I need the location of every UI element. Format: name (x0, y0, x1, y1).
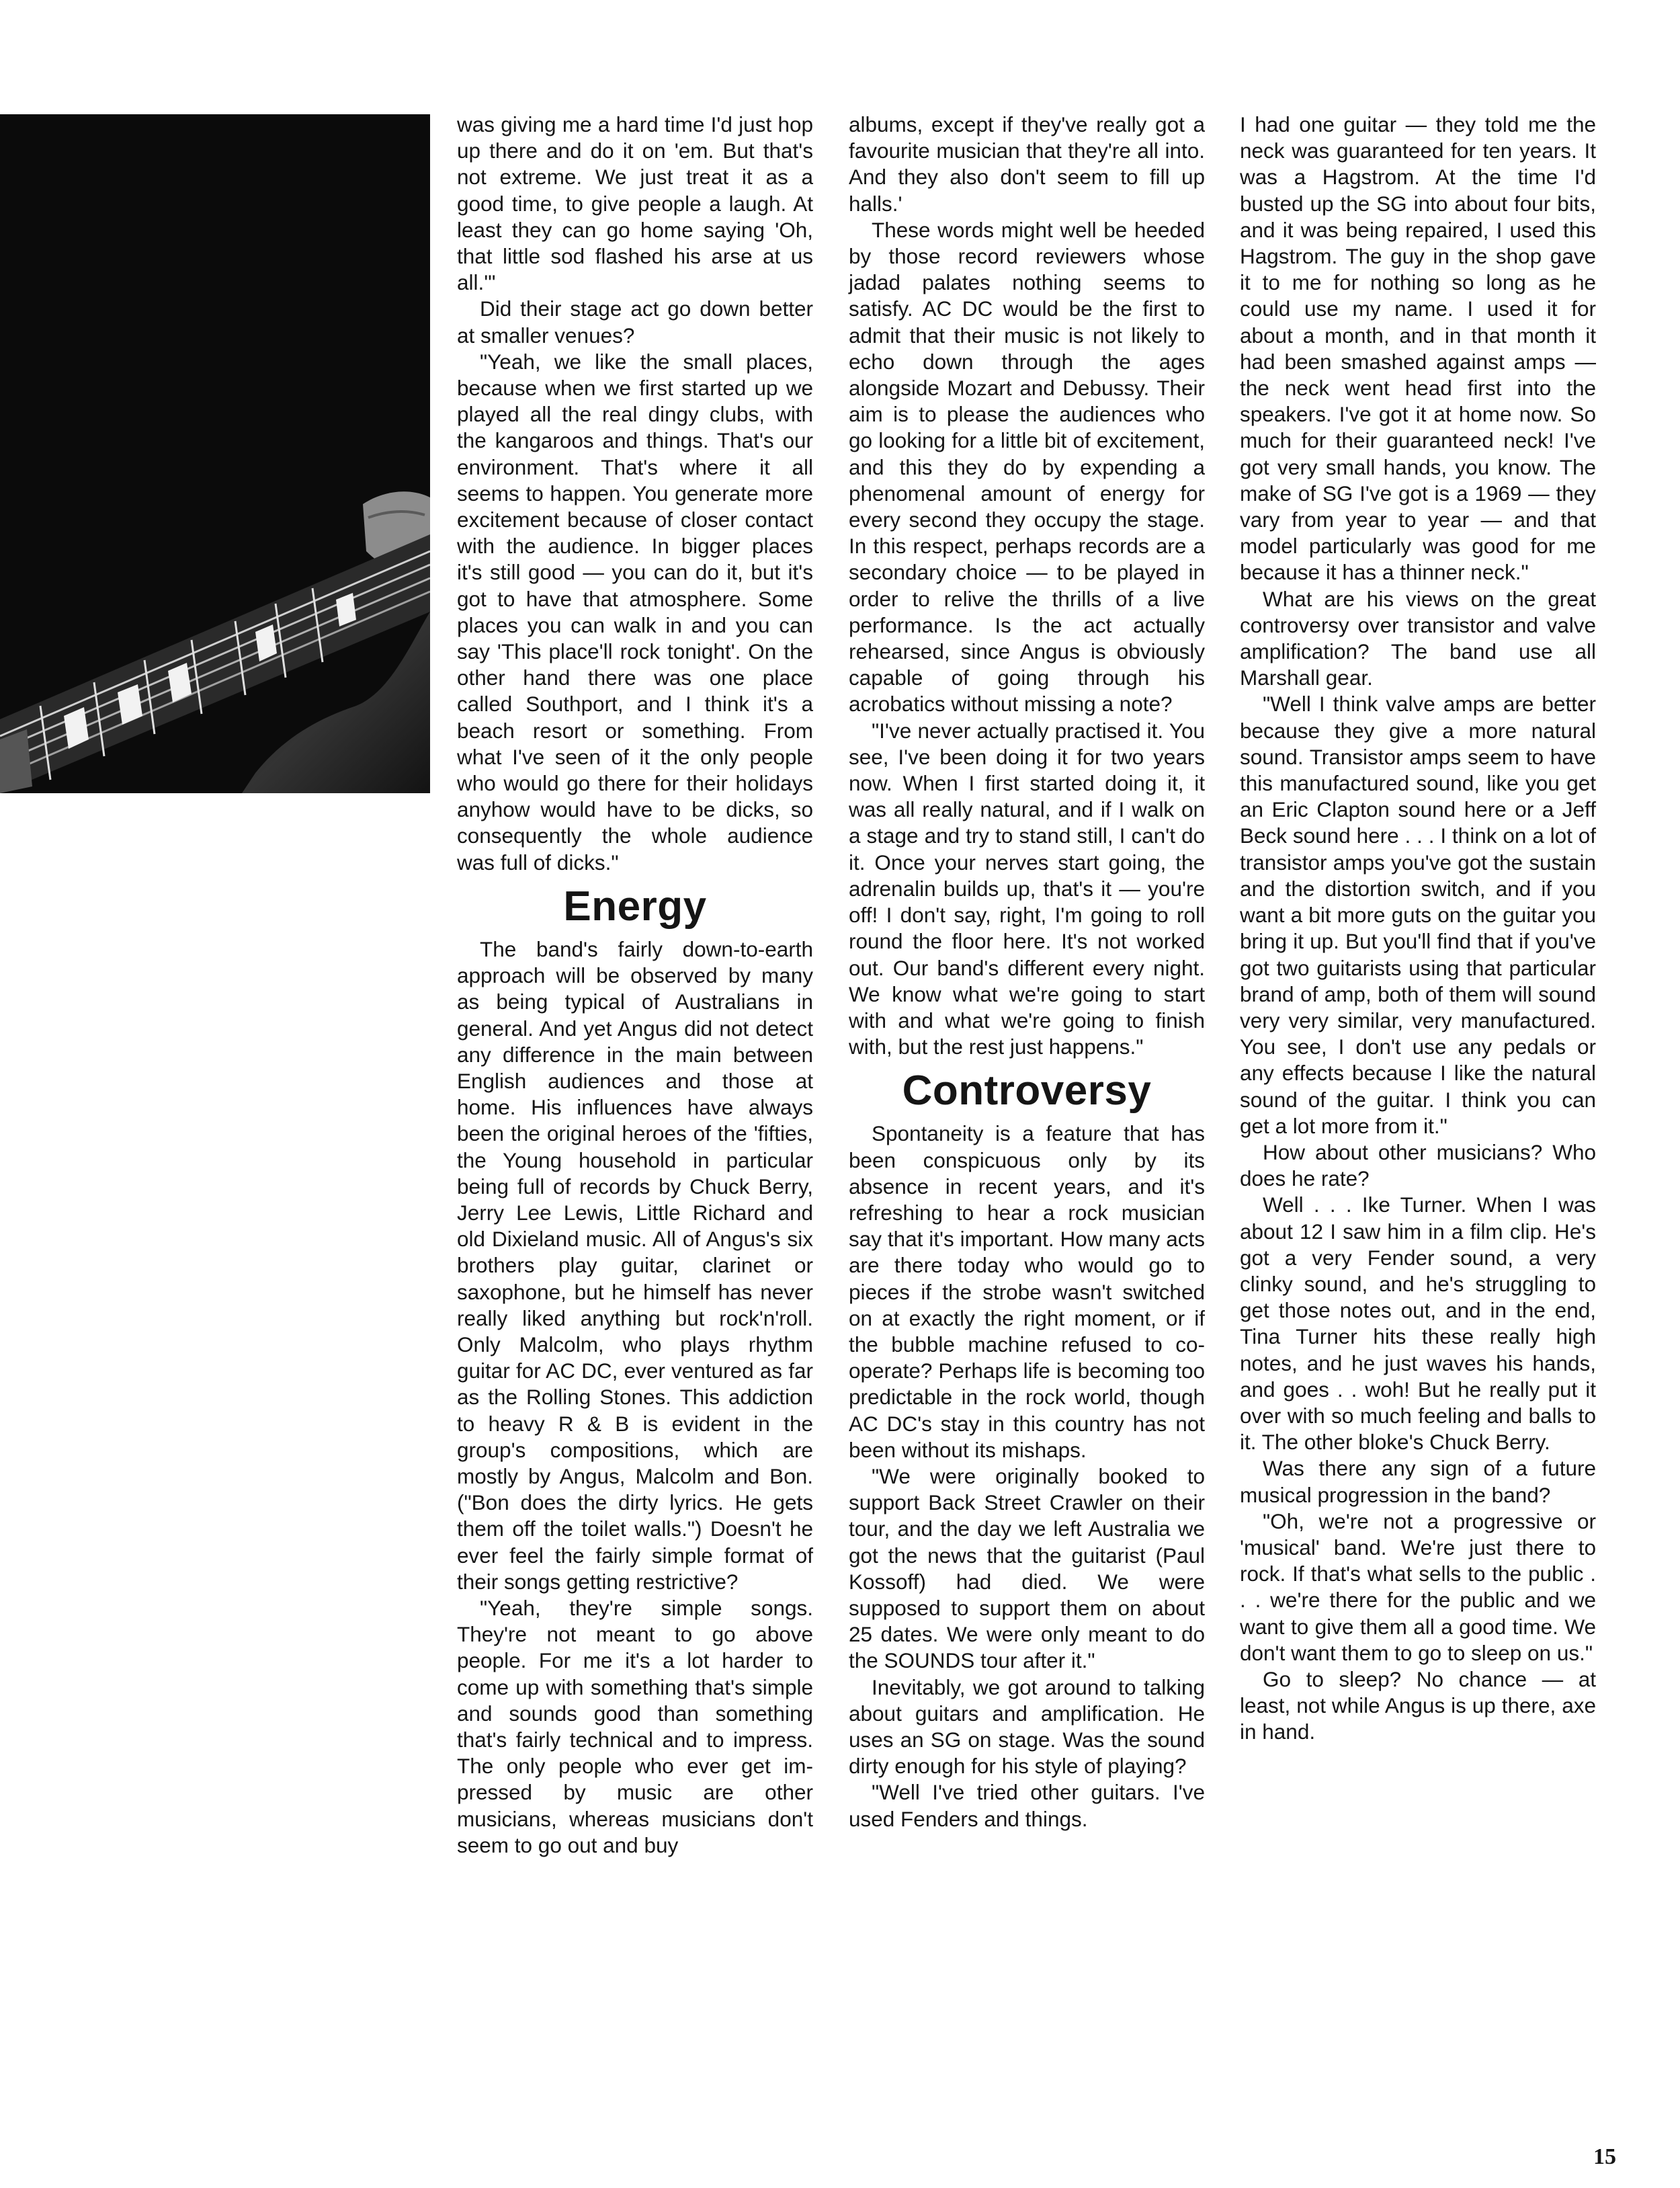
section-heading-controversy: Controversy (902, 1067, 1152, 1115)
paragraph: Did their stage act go down better at smaller venues? (457, 296, 813, 348)
paragraph: What are his views on the great controversy over transistor and valve amplification? The band use all Marshall gear. (1240, 586, 1596, 690)
paragraph: These words might well be heeded by those record reviewers whose jadad palates nothing seems to satisfy. AC DC would be the first to admit that their music is not likely to echo down through the ages alongside Mozart and Debussy. Their aim is to please the audiences who go looking for a little bit of excitement, and this they do by expending a phenomenal amount of energy for every second they occupy the stage. In this respect, perhaps records are a secondary choice — to be played in order to relive the thrills of a live performance. Is the act actually rehearsed, since Angus is obviously capable of going through his acrobatics without missing a note? (849, 217, 1205, 717)
article-column-3 (1240, 112, 1596, 1746)
paragraph: Go to sleep? No chance — at least, not while Angus is up there, axe in hand. (1240, 1666, 1596, 1744)
paragraph: "Well I think valve amps are better because they give a more natural sound. Transistor amps seem to have this manufactured sound, like you get an Eric Clapton sound here or a Jeff Beck sound here . . . I think on a lot of transistor amps you've got the sustain and the distortion switch, and if you want a bit more guts on the guitar you bring it up. But you'll find that if you've got two guitarists using that particular brand of amp, both of them will sound very very similar, very manufactured. You see, I don't use any pedals or any effects because I like the natural sound of the guitar. I think you can get a lot more from it." (1240, 692, 1596, 1138)
paragraph: "We were originally booked to support Back Street Crawler on their tour, and the day we left Australia we got the news that the guitarist (Paul Kossoff) had died. We were supposed to support them on about 25 dates. We were only meant to do the SOUNDS tour after it." (849, 1463, 1205, 1673)
page-number: 15 (1593, 2144, 1616, 2169)
paragraph: Spontaneity is a feature that has been conspicuous only by its absence in recent years, and it's refreshing to hear a rock musician say that it's important. How many acts are there today who would go to pieces if the strobe wasn't switched on at exactly the right moment, or if the bubble machine refused to co-operate? Perhaps life is becoming too predictable in the rock world, though AC DC's stay in this country has not been without its mishaps. (849, 1121, 1205, 1462)
paragraph: "Oh, we're not a progressive or 'musical' band. We're just there to rock. If that's what sells to the public . . . we're there for the public and we want to give them all a good time. We don't want them to go to sleep on us." (1240, 1508, 1596, 1665)
paragraph: I had one guitar — they told me the neck was guaranteed for ten years. It was a Hagstrom. At the time I'd busted up the SG into about four bits, and it was being repaired, I used this Hagstrom. The guy in the shop gave it to me for nothing so long as he could use my name. I used it for about a month, and in that month it had been smashed against amps — the neck went head first into the speakers. I've got it at home now. So much for their guaranteed neck! I've got very small hands, you know. The make of SG I've got is a 1969 — they vary from year to year — and that model particularly was good for me because it has a thinner neck." (1240, 112, 1596, 585)
paragraph: albums, except if they've really got a favourite musician that they're all into. And they also don't seem to fill up halls.' (849, 112, 1205, 216)
guitar-photo (0, 114, 430, 793)
paragraph: How about other musicians? Who does he rate? (1240, 1139, 1596, 1191)
paragraph: Well . . . Ike Turner. When I was about 12 I saw him in a film clip. He's got a very Fender sound, a very clinky sound, and he's struggling to get those notes out, and in the end, Tina Turner hits these really high notes, and he just waves his hands, and goes . . woh! But he really put it over with so much feeling and balls to it. The other bloke's Chuck Berry. (1240, 1192, 1596, 1455)
paragraph: "Yeah, they're simple songs. They're not meant to go above people. For me it's a lot harder to come up with something that's simple and sounds good than something that's fairly technical and to impress. The only people who ever get impressed by music are other musicians, whereas musicians don't seem to go out and buy (457, 1595, 813, 1857)
paragraph: was giving me a hard time I'd just hop up there and do it on 'em. But that's not extreme. We just treat it as a good time, to give people a laugh. At least they can go home saying 'Oh, that little sod flashed his arse at us all.'" (457, 112, 813, 295)
article-column-2 (849, 112, 1205, 1832)
paragraph: Was there any sign of a future musical progression in the band? (1240, 1456, 1596, 1507)
paragraph: "Well I've tried other guitars. I've used Fenders and things. (849, 1780, 1205, 1831)
paragraph: Inevitably, we got around to talking about guitars and amplification. He uses an SG on stage. Was the sound dirty enough for his style of playing? (849, 1674, 1205, 1779)
paragraph: "Yeah, we like the small places, because when we first started up we played all the real dingy clubs, with the kangaroos and things. That's our environment. That's where it all seems to happen. You generate more excitement because of closer contact with the audience. In bigger places it's still good — you can do it, but it's got to have that atmosphere. Some places you can walk in and you can say 'This place'll rock tonight'. On the other hand there was one place called Southport, and I think it's a beach resort or something. From what I've seen of it the only people who would go there for their holidays anyhow would have to be dicks, so consequently the whole audience was full of dicks." (457, 349, 813, 875)
paragraph: "I've never actually practised it. You see, I've been doing it for two years now. When I first started doing it, it was all really natural, and if I walk on a stage and try to stand still, I can't do it. Once your nerves start going, the adrenalin builds up, that's it — you're off! I don't say, right, I'm going to roll round the floor here. It's not worked out. Our band's different every night. We know what we're going to start with and what we're going to finish with, but the rest just happens." (849, 718, 1205, 1059)
article-column-1 (457, 112, 813, 1859)
paragraph: The band's fairly down-to-earth approach will be observed by many as being typical of Australians in general. And yet Angus did not detect any difference in the main between English audiences and those at home. His influences have always been the original heroes of the 'fifties, the Young household in particular being full of records by Chuck Berry, Jerry Lee Lewis, Little Richard and old Dixieland music. All of Angus's six brothers play guitar, clarinet or saxophone, but he himself has never really liked anything but rock'n'roll. Only Malcolm, who plays rhythm guitar for AC DC, ever ventured as far as the Rolling Stones. This addiction to heavy R & B is evident in the group's compositions, which are mostly by Angus, Malcolm and Bon. ("Bon does the dirty lyrics. He gets them off the toilet walls.") Doesn't he ever feel the fairly simple format of their songs getting restrictive? (457, 936, 813, 1594)
section-heading-energy: Energy (563, 883, 707, 930)
